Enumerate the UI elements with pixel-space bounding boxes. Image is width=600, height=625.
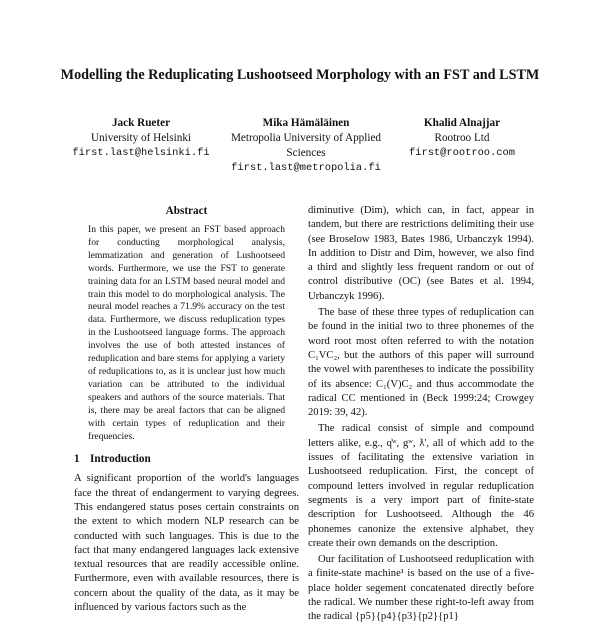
body-paragraph-2: The base of these three types of reduplication can be found in the initial two to three phonemes of the word root most often referred to with the notation C₁VC₂, but the authors of this paper will surround the vowel with parentheses to indicate the possibility of its absence: C₁(V)C₂ and thus accommodate the radical CC mentioned in (Beck 1999:24; Crowgey 2019: 39, 42). [308, 307, 534, 419]
author-email: first@rootroo.com [408, 147, 515, 159]
section-number: 1 [74, 453, 80, 466]
left-column [74, 204, 299, 615]
author-name: Khalid Alnajjar [423, 117, 501, 129]
author-affiliation: University of Helsinki [90, 132, 192, 144]
author-name: Mika Hämäläinen [262, 117, 350, 129]
section-title: Introduction [90, 453, 151, 466]
author-3 [392, 116, 532, 161]
body-paragraph-1: diminutive (Dim), which can, in fact, appear in tandem, but there are restrictions delimiting their use (see Broselow 1983, Bates 1986, Urbanczyk 1994). In addition to Distr and Dim, however, we also find a third and slightly less frequent random or out of control distributive (OC) (see Bates et al. 1994, Urbanczyk 1996). [308, 205, 534, 302]
author-email: first.last@metropolia.fi [231, 162, 381, 174]
author-affiliation: Rootroo Ltd [434, 132, 490, 144]
author-block [0, 116, 600, 176]
paper-title: Modelling the Reduplicating Lushootseed Morphology with an FST and LSTM [60, 67, 540, 83]
author-name: Jack Rueter [111, 117, 171, 129]
author-2 [226, 116, 386, 176]
body-paragraph-3: The radical consist of simple and compound letters alike, e.g., q̓ʷ, gʷ, ƛ', all of which add to the issues of facilitating the extensive variation in Lushootseed reduplication. First, the concept of compound letters involved in regular reduplication segments is a very import part of finite-state description for Lushootseed. Although the 46 phonemes canonize the extensive alphabet, they create their own demands on the description. [308, 423, 534, 549]
intro-paragraph: A significant proportion of the world's languages face the threat of endangerment to varying degrees. This endangered status poses certain constraints on the extent to which modern NLP research can be conducted with such languages. This is due to the fact that many endangered languages lack extensive textual resources that are readily accessible online. Furthermore, even with available resources, there is concern about the quality of the data, as it may be influenced by various factors such as the [74, 473, 299, 614]
author-affiliation: Metropolia University of Applied Sciences [230, 132, 382, 159]
author-1 [62, 116, 220, 161]
abstract-heading: Abstract [165, 205, 208, 217]
body-paragraph-4: Our facilitation of Lushootseed reduplication with a finite-state machine¹ is based on the use of a five-place holder segement concatenated directly before the radical. We number these right-to-left away from the radical {p5}{p4}{p3}{p2}{p1} [308, 554, 534, 623]
section-heading-introduction [74, 452, 299, 467]
right-column [308, 204, 534, 625]
abstract-text: In this paper, we present an FST based approach for conducting morphological analysis, lemmatization and generation of Lushootseed words. Furthermore, we use the FST to generate training data for an LSTM based neural model and train this model to do morphological analysis. The neural model reaches a 71.9% accuracy on the test data. Furthermore, we discuss reduplication types in the Lushootseed language forms. The approach involves the use of both attested instances of reduplication and bare stems for applying a variety of reduplications to, as it is unclear just how much variation can be attributed to the individual speakers and authors of the source materials. That is, there may be areal factors that can be aligned with certain types of reduplication and their frequencies. [88, 224, 285, 442]
author-email: first.last@helsinki.fi [72, 147, 210, 159]
